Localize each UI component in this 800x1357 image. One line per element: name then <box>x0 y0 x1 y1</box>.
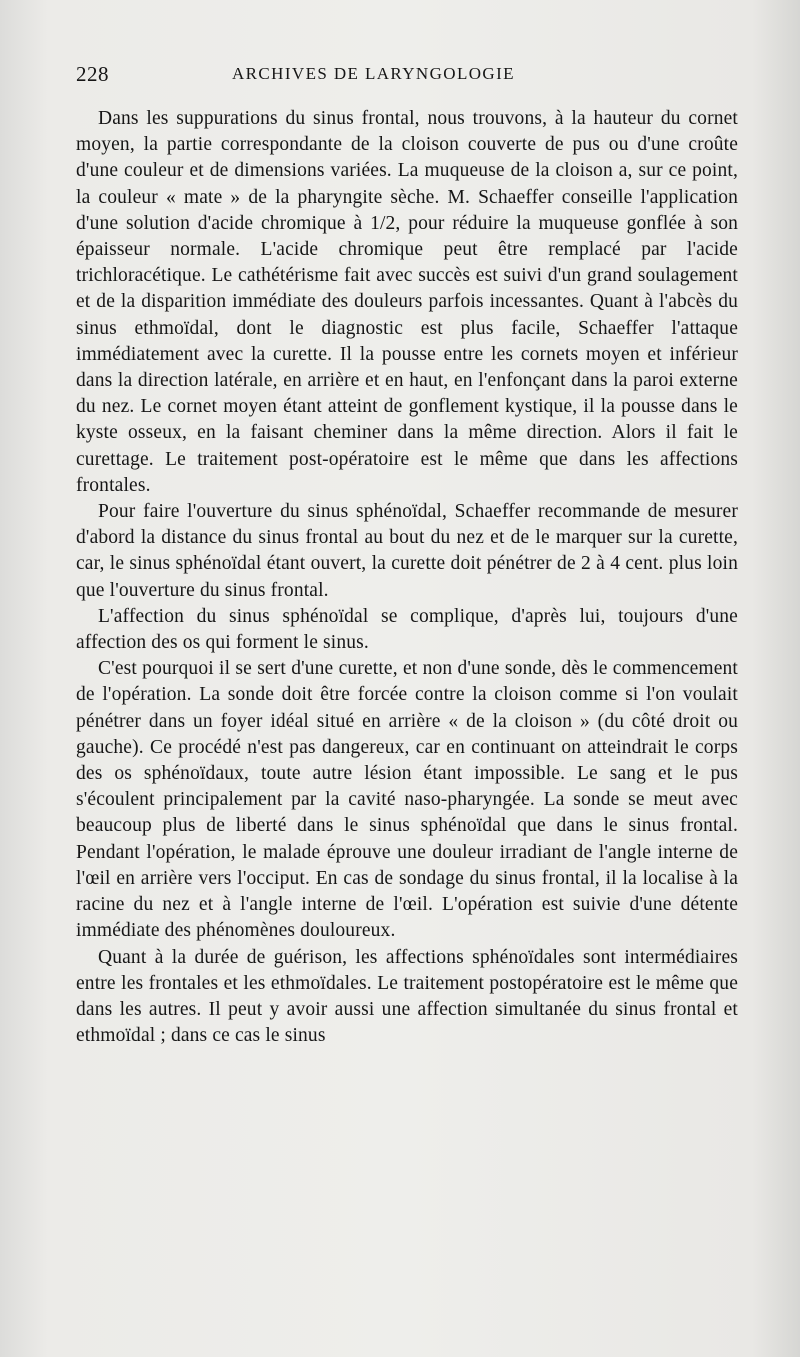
paragraph: Dans les suppurations du sinus frontal, nous trouvons, à la hauteur du cornet moyen, la partie correspondante de la cloison couverte de pus ou d'une croûte d'une couleur et de dimensions variées. La muqueuse de la cloison a, sur ce point, la couleur « mate » de la pharyngite sèche. M. Schaeffer conseille l'application d'une solution d'acide chromique à 1/2, pour réduire la muqueuse gonflée à son épaisseur normale. L'acide chromique peut être remplacé par l'acide trichloracétique. Le cathétérisme fait avec succès est suivi d'un grand soulagement et de la disparition immédiate des douleurs parfois incessantes. Quant à l'abcès du sinus ethmoïdal, dont le diagnostic est plus facile, Schaeffer l'attaque immédiatement avec la curette. Il la pousse entre les cornets moyen et inférieur dans la direction latérale, en arrière et en haut, en l'enfonçant dans la paroi externe du nez. Le cornet moyen étant atteint de gonflement kystique, il la pousse dans le kyste osseux, en la faisant cheminer dans la même direction. Alors il fait le curettage. Le traitement post-opératoire est le même que dans les affections frontales. <box>76 108 738 496</box>
page-header <box>76 62 736 92</box>
body-text <box>76 106 738 1049</box>
page-number: 228 <box>76 62 109 86</box>
paragraph: Pour faire l'ouverture du sinus sphénoïdal, Schaeffer recommande de mesurer d'abord la distance du sinus frontal au bout du nez et de le marquer sur la curette, car, le sinus sphénoïdal étant ouvert, la curette doit pénétrer de 2 à 4 cent. plus loin que l'ouverture du sinus frontal. <box>76 501 738 601</box>
paragraph: L'affection du sinus sphénoïdal se complique, d'après lui, toujours d'une affection des os qui forment le sinus. <box>76 605 738 654</box>
paragraph: Quant à la durée de guérison, les affections sphénoïdales sont intermédiaires entre les frontales et les ethmoïdales. Le traitement postopératoire est le même que dans les autres. Il peut y avoir aussi une affection simultanée du sinus frontal et ethmoïdal ; dans ce cas le sinus <box>76 946 738 1047</box>
running-title: ARCHIVES DE LARYNGOLOGIE <box>232 64 515 83</box>
paragraph: C'est pourquoi il se sert d'une curette, et non d'une sonde, dès le commencement de l'opération. La sonde doit être forcée contre la cloison comme si l'on voulait pénétrer dans un foyer idéal situé en arrière « de la cloison » (du côté droit ou gauche). Ce procédé n'est pas dangereux, car en continuant on atteindrait le corps des os sphénoïdaux, toute autre lésion étant impossible. Le sang et le pus s'écoulent principalement par la cavité naso-pharyngée. La sonde se meut avec beaucoup plus de liberté dans le sinus sphénoïdal que dans le sinus frontal. Pendant l'opération, le malade éprouve une douleur irradiant de l'angle interne de l'œil en arrière vers l'occiput. En cas de sondage du sinus frontal, il la localise à la racine du nez et à l'angle interne de l'œil. L'opération est suivie d'une détente immédiate des phénomènes douloureux. <box>76 658 738 942</box>
